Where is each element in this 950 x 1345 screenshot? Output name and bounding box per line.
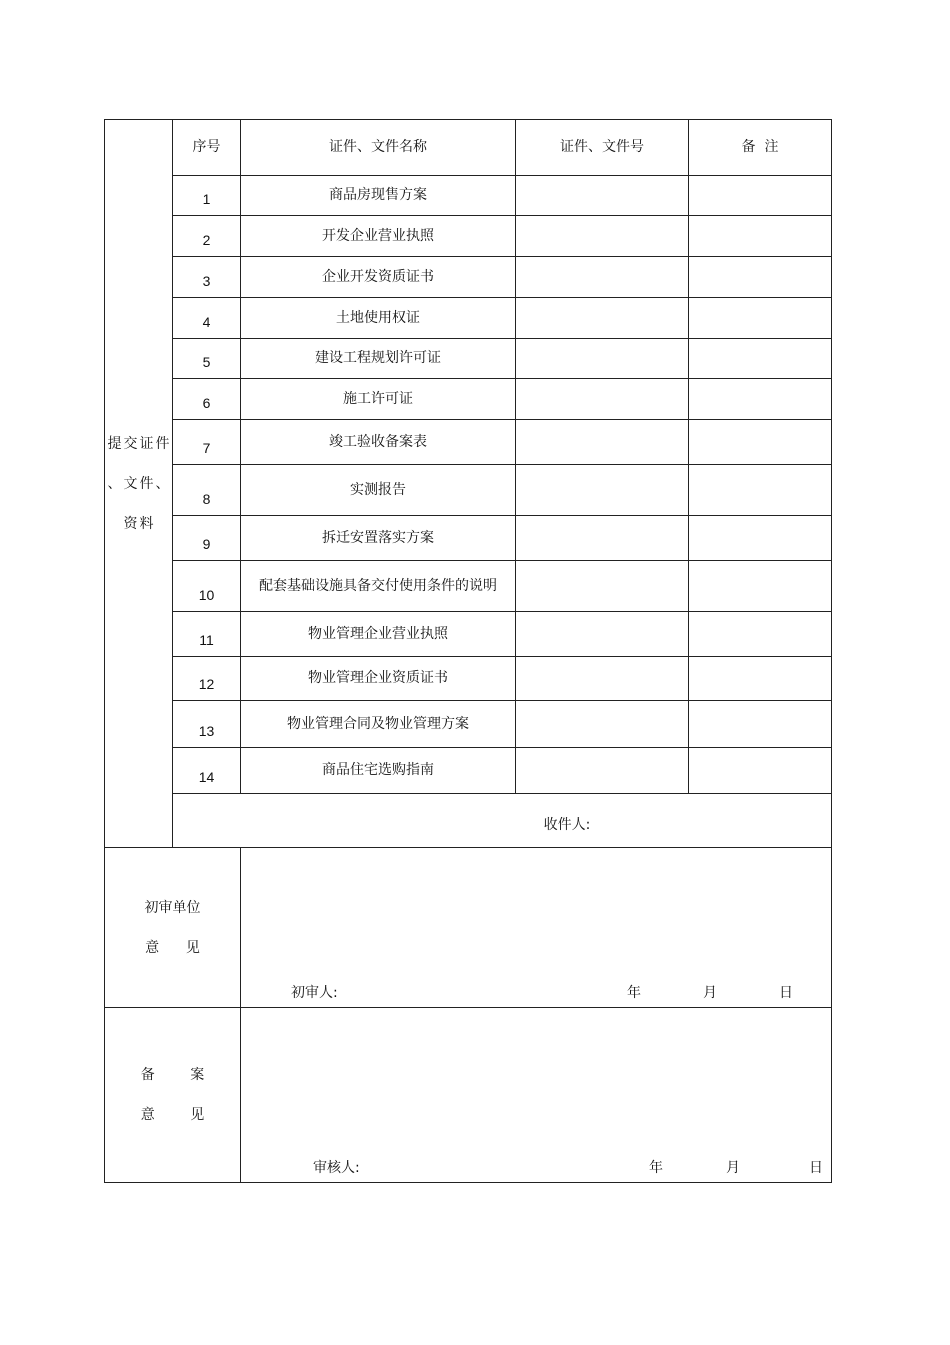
preliminary-signer-label: 初审人: — [291, 985, 338, 1002]
receiver-row — [105, 794, 832, 848]
preliminary-label-line1: 初审单位 — [144, 899, 201, 916]
header-doc-name: 证件、文件名称 — [241, 120, 516, 176]
row-remark-field[interactable] — [689, 561, 832, 612]
section-label-char: 、 — [155, 475, 170, 492]
document-row — [105, 748, 832, 794]
row-seq: 9 — [173, 516, 241, 561]
row-doc-name: 商品住宅选购指南 — [241, 748, 516, 794]
row-seq: 4 — [173, 298, 241, 339]
row-doc-name: 物业管理企业资质证书 — [241, 657, 516, 701]
row-remark-field[interactable] — [689, 420, 832, 465]
documents-section-vertical-text — [105, 424, 172, 544]
document-row — [105, 516, 832, 561]
row-seq: 6 — [173, 379, 241, 420]
filing-signature-line — [241, 1158, 831, 1178]
row-remark-field[interactable] — [689, 257, 832, 298]
row-seq: 7 — [173, 420, 241, 465]
filing-month-label: 月 — [726, 1160, 740, 1177]
row-doc-name: 土地使用权证 — [241, 298, 516, 339]
header-doc-number: 证件、文件号 — [516, 120, 689, 176]
header-remark: 备 注 — [689, 120, 832, 176]
row-seq: 8 — [173, 465, 241, 516]
section-label-char: 件 — [139, 475, 154, 492]
filing-day-label: 日 — [809, 1160, 823, 1177]
section-label-char: 料 — [139, 515, 154, 532]
document-row — [105, 379, 832, 420]
row-seq: 10 — [173, 561, 241, 612]
filing-label-line1: 备 案 — [140, 1067, 205, 1083]
section-label-char: 件 — [155, 435, 170, 452]
document-row — [105, 561, 832, 612]
row-seq: 12 — [173, 657, 241, 701]
filing-label-line2: 意 见 — [140, 1107, 205, 1123]
row-doc-number-field[interactable] — [516, 561, 689, 612]
filing-opinion-field[interactable] — [241, 1008, 832, 1183]
document-row — [105, 612, 832, 657]
row-doc-name: 商品房现售方案 — [241, 176, 516, 216]
header-seq: 序号 — [173, 120, 241, 176]
row-seq: 1 — [173, 176, 241, 216]
row-remark-field[interactable] — [689, 216, 832, 257]
row-seq: 14 — [173, 748, 241, 794]
row-doc-number-field[interactable] — [516, 339, 689, 379]
row-doc-number-field[interactable] — [516, 748, 689, 794]
row-remark-field[interactable] — [689, 465, 832, 516]
row-doc-number-field[interactable] — [516, 379, 689, 420]
row-seq: 11 — [173, 612, 241, 657]
row-remark-field[interactable] — [689, 657, 832, 701]
document-row — [105, 257, 832, 298]
row-doc-number-field[interactable] — [516, 701, 689, 748]
filing-row — [105, 1008, 832, 1183]
filing-signer-label: 审核人: — [313, 1160, 360, 1177]
filing-year-label: 年 — [649, 1160, 663, 1177]
row-doc-name: 拆迁安置落实方案 — [241, 516, 516, 561]
row-seq: 2 — [173, 216, 241, 257]
preliminary-label-line2: 意 见 — [145, 939, 200, 956]
preliminary-month-label: 月 — [703, 985, 717, 1002]
receiver-label: 收件人: — [543, 817, 591, 834]
row-remark-field[interactable] — [689, 176, 832, 216]
document-row — [105, 420, 832, 465]
row-seq: 13 — [173, 701, 241, 748]
preliminary-signature-line — [241, 983, 831, 1003]
section-label-char: 提 — [107, 435, 122, 452]
row-doc-name: 物业管理企业营业执照 — [241, 612, 516, 657]
row-doc-number-field[interactable] — [516, 298, 689, 339]
section-label-char: 证 — [139, 435, 154, 452]
preliminary-row — [105, 848, 832, 1008]
row-remark-field[interactable] — [689, 748, 832, 794]
row-doc-name: 配套基础设施具备交付使用条件的说明 — [241, 561, 516, 612]
filing-form-table — [104, 119, 832, 1183]
row-doc-number-field[interactable] — [516, 420, 689, 465]
row-doc-number-field[interactable] — [516, 176, 689, 216]
document-row — [105, 216, 832, 257]
filing-label-cell — [105, 1008, 241, 1183]
row-doc-name: 实测报告 — [241, 465, 516, 516]
row-doc-name: 竣工验收备案表 — [241, 420, 516, 465]
section-label-char: 文 — [123, 475, 138, 492]
row-doc-number-field[interactable] — [516, 612, 689, 657]
document-row — [105, 339, 832, 379]
row-seq: 3 — [173, 257, 241, 298]
document-row — [105, 701, 832, 748]
document-row — [105, 657, 832, 701]
section-label-char: 、 — [107, 475, 122, 492]
row-doc-number-field[interactable] — [516, 216, 689, 257]
document-row — [105, 176, 832, 216]
row-remark-field[interactable] — [689, 516, 832, 561]
row-doc-number-field[interactable] — [516, 257, 689, 298]
row-doc-name: 开发企业营业执照 — [241, 216, 516, 257]
row-doc-number-field[interactable] — [516, 465, 689, 516]
preliminary-opinion-field[interactable] — [241, 848, 832, 1008]
row-doc-name: 企业开发资质证书 — [241, 257, 516, 298]
section-label-char: 交 — [123, 435, 138, 452]
preliminary-year-label: 年 — [627, 985, 641, 1002]
row-doc-number-field[interactable] — [516, 516, 689, 561]
row-doc-name: 物业管理合同及物业管理方案 — [241, 701, 516, 748]
row-remark-field[interactable] — [689, 298, 832, 339]
receiver-cell[interactable] — [173, 794, 832, 848]
row-doc-number-field[interactable] — [516, 657, 689, 701]
row-remark-field[interactable] — [689, 701, 832, 748]
row-doc-name: 施工许可证 — [241, 379, 516, 420]
header-row — [105, 120, 832, 176]
documents-section-label — [105, 120, 173, 848]
preliminary-label-cell — [105, 848, 241, 1008]
row-remark-field[interactable] — [689, 379, 832, 420]
document-row — [105, 465, 832, 516]
row-remark-field[interactable] — [689, 339, 832, 379]
preliminary-day-label: 日 — [779, 985, 793, 1002]
row-seq: 5 — [173, 339, 241, 379]
row-doc-name: 建设工程规划许可证 — [241, 339, 516, 379]
document-row — [105, 298, 832, 339]
section-label-char: 资 — [123, 515, 138, 532]
row-remark-field[interactable] — [689, 612, 832, 657]
